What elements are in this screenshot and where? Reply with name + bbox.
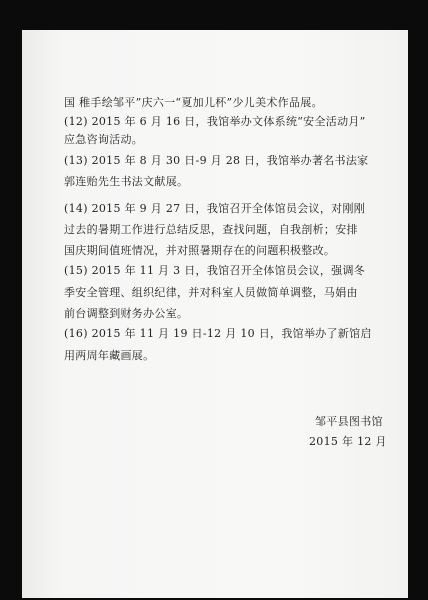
signature-date: 2015 年 12 月 (309, 435, 387, 448)
signature-organization: 邹平县图书馆 (315, 415, 383, 428)
document-line: 前台调整到财务办公室。 (64, 307, 189, 320)
document-page (22, 30, 408, 598)
document-line: 应急咨询活动。 (64, 133, 144, 146)
document-line: 国庆期间值班情况，并对照暑期存在的问题积极整改。 (64, 244, 336, 257)
document-line: (13) 2015 年 8 月 30 日-9 月 28 日，我馆举办著名书法家 (64, 154, 369, 167)
document-line: 季安全管理、组织纪律，并对科室人员做简单调整，马娟由 (64, 286, 358, 299)
document-line: 国 稚手绘邹平”庆六一“夏加儿杯”少儿美术作品展。 (64, 96, 323, 109)
document-line: (12) 2015 年 6 月 16 日，我馆举办文体系统“安全活动月” (64, 115, 366, 128)
document-line: (14) 2015 年 9 月 27 日，我馆召开全体馆员会议，对刚刚 (64, 202, 366, 215)
document-line: (15) 2015 年 11 月 3 日，我馆召开全体馆员会议，强调冬 (64, 264, 366, 277)
document-line: 过去的暑期工作进行总结反思，查找问题，自我剖析；安排 (64, 223, 358, 236)
document-line: 用两周年藏画展。 (64, 349, 155, 362)
document-line: (16) 2015 年 11 月 19 日-12 月 10 日，我馆举办了新馆启 (64, 327, 372, 340)
document-line: 郭连贻先生书法文献展。 (64, 175, 189, 188)
